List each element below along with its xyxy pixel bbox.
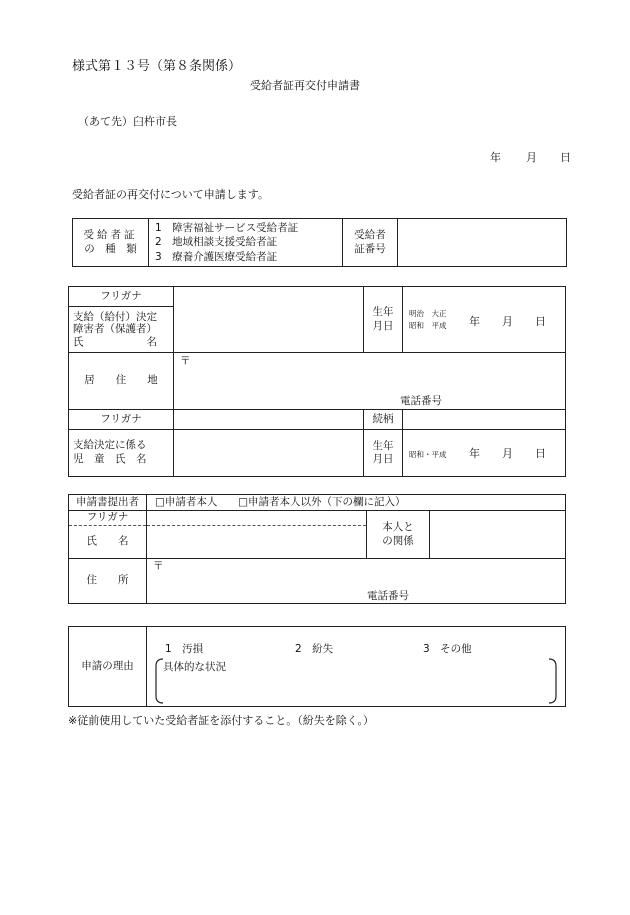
submitter-furigana-label: フリガナ: [69, 511, 147, 526]
relation-field[interactable]: [403, 410, 566, 430]
reason-field: [147, 627, 566, 707]
furigana-label-child: フリガナ: [69, 410, 174, 430]
child-birth-field[interactable]: [403, 430, 566, 477]
residence-field[interactable]: [174, 353, 566, 410]
cert-type-options: [149, 219, 343, 267]
date-day: 日: [560, 151, 571, 164]
submitter-other-checkbox[interactable]: □申請者本人以外（下の欄に記入）: [238, 495, 406, 508]
cert-number-label: 受給者 証番号: [343, 219, 398, 267]
child-birth-label: 生年 月日: [364, 430, 403, 477]
era-row-1: 明治 大正: [409, 309, 447, 318]
child-name-field[interactable]: [174, 430, 364, 477]
submitter-name-field[interactable]: [147, 526, 367, 559]
reason-option-3[interactable]: 3 その他: [423, 643, 472, 655]
form-number: 様式第１３号（第８条関係）: [72, 59, 242, 74]
cert-number-field[interactable]: [398, 219, 567, 267]
submitter-label: 申請書提出者: [69, 495, 147, 511]
reason-table: [68, 626, 566, 707]
postal-mark: 〒: [180, 355, 191, 367]
submitter-furigana-field[interactable]: [147, 511, 367, 526]
applicant-birth-date: 年 月 日: [469, 315, 546, 328]
cert-option-1[interactable]: 1 障害福祉サービス受給者証: [155, 222, 299, 235]
detail-input[interactable]: [163, 677, 547, 701]
certificate-table: [72, 218, 567, 267]
applicant-birth-field[interactable]: [403, 287, 566, 353]
birth-label: 生年 月日: [364, 287, 403, 353]
addressee: （あて先）臼杵市長: [78, 115, 177, 128]
reason-option-2[interactable]: 2 紛失: [295, 643, 334, 655]
era-row-2: 昭和 平成: [409, 321, 447, 330]
relation-label: 続柄: [364, 410, 403, 430]
date-month: 月: [526, 151, 537, 164]
reason-label: 申請の理由: [69, 627, 147, 707]
submitter-postal-mark: 〒: [153, 560, 164, 572]
phone-label: 電話番号: [400, 395, 442, 407]
child-name-label: 支給決定に係る 児 童 氏 名: [69, 430, 174, 477]
child-era: 昭和・平成: [409, 450, 447, 459]
date-year: 年: [490, 151, 501, 164]
submitter-name-label: 氏 名: [69, 526, 147, 559]
submitter-address-field[interactable]: [147, 559, 566, 604]
submitter-options: [147, 495, 566, 511]
reason-option-1[interactable]: 1 汚損: [165, 643, 204, 655]
furigana-label: フリガナ: [69, 287, 174, 307]
applicant-name-label: 支給（給付）決定 障害者（保護者） 氏 名: [69, 307, 174, 353]
footnote: ※従前使用していた受給者証を添付すること。（紛失を除く。）: [68, 714, 374, 727]
applicant-table: [68, 286, 566, 477]
form-title: 受給者証再交付申請書: [250, 79, 360, 92]
cert-type-label: 受給者証 の 種 類: [73, 219, 149, 267]
submitter-self-checkbox[interactable]: □申請者本人: [155, 495, 218, 508]
residence-label: 居 住 地: [69, 353, 174, 410]
cert-option-2[interactable]: 2 地域相談支援受給者証: [155, 236, 278, 249]
submitter-address-label: 住 所: [69, 559, 147, 604]
relationship-label: 本人と の関係: [367, 511, 430, 559]
applicant-name-field[interactable]: [174, 287, 364, 353]
child-birth-date: 年 月 日: [469, 447, 546, 460]
submitter-phone-label: 電話番号: [367, 590, 409, 602]
cert-option-3[interactable]: 3 療養介護医療受給者証: [155, 250, 278, 263]
relationship-field[interactable]: [430, 511, 566, 559]
child-furigana-field[interactable]: [174, 410, 364, 430]
submitter-table: [68, 494, 566, 604]
detail-label: 具体的な状況: [163, 661, 226, 673]
intro-text: 受給者証の再交付について申請します。: [72, 188, 269, 201]
